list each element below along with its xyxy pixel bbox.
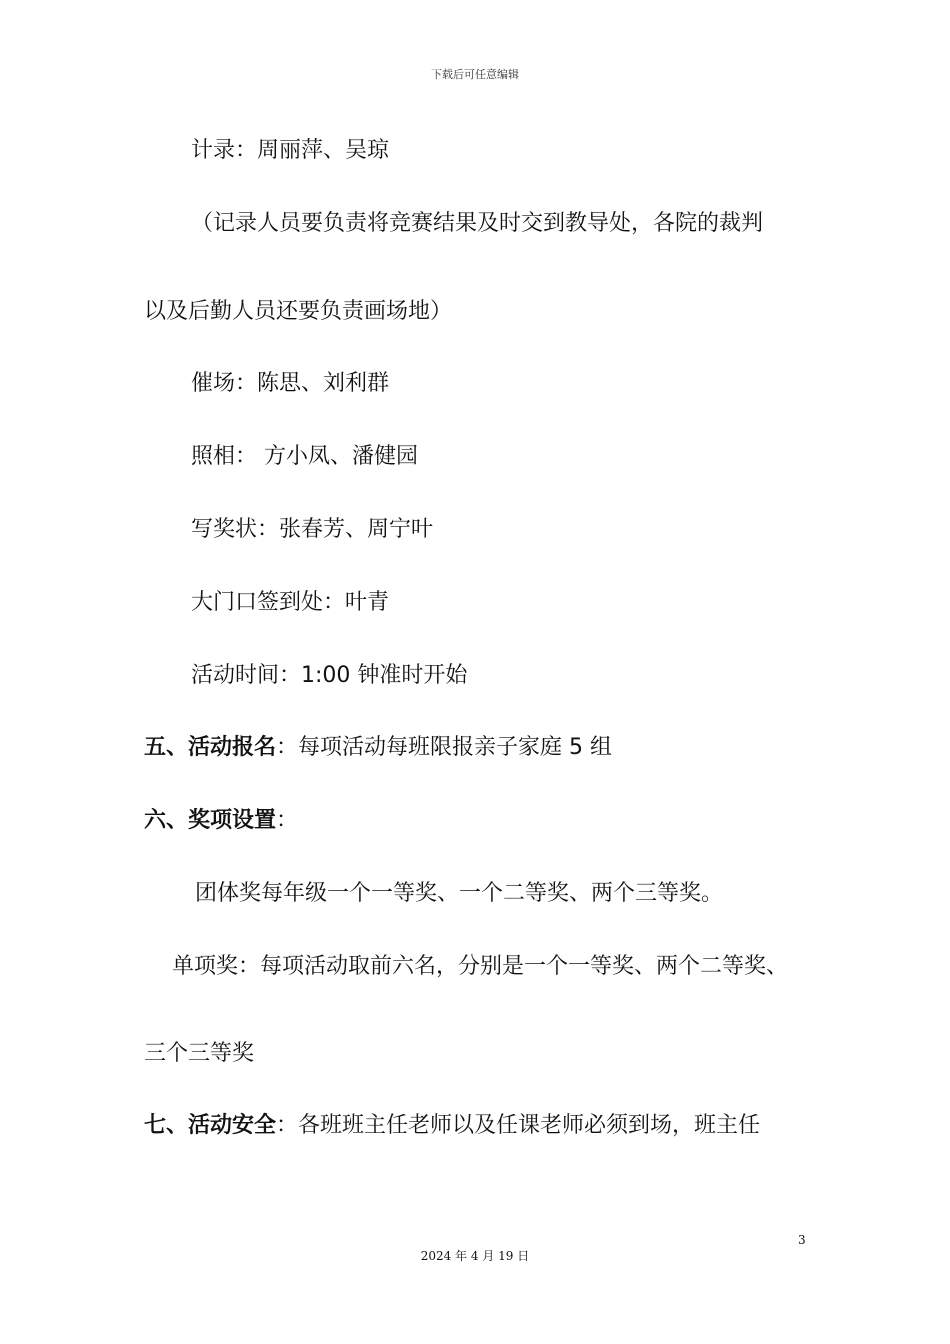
section-7-heading: 七、活动安全 [144, 1113, 277, 1138]
section-5-line [144, 733, 612, 763]
section-5-heading: 五、活动报名 [144, 735, 277, 760]
team-award-line: 团体奖每年级一个一等奖、一个二等奖、两个三等奖。 [195, 881, 724, 906]
section-5-text: ：每项活动每班限报亲子家庭 5 组 [276, 735, 613, 760]
recorder-note-line-2: 以及后勤人员还要负责画场地） [144, 299, 453, 324]
page-header: 下载后可任意编辑 [431, 68, 519, 81]
activity-time-line: 活动时间：1:00 钟准时开始 [191, 663, 468, 688]
recorder-line: 计录：周丽萍、吴琼 [191, 138, 390, 163]
certificate-line: 写奖状：张春芳、周宁叶 [191, 517, 434, 542]
footer-date: 2024 年 4 月 19 日 [420, 1249, 530, 1263]
signin-line: 大门口签到处：叶青 [191, 590, 390, 615]
section-7-text: ：各班班主任老师以及任课老师必须到场，班主任 [276, 1113, 761, 1138]
single-award-line-2: 三个三等奖 [144, 1041, 255, 1066]
section-6-line [144, 806, 298, 836]
usher-line: 催场：陈思、刘利群 [191, 371, 390, 396]
photography-line: 照相： 方小凤、潘健园 [191, 444, 418, 469]
recorder-note-line-1: （记录人员要负责将竞赛结果及时交到教导处，各院的裁判 [191, 211, 764, 236]
single-award-line-1: 单项奖：每项活动取前六名，分别是一个一等奖、两个二等奖、 [172, 954, 789, 979]
section-6-heading: 六、奖项设置 [144, 808, 277, 833]
page-number: 3 [798, 1233, 806, 1247]
section-7-line [144, 1111, 760, 1141]
section-6-text: ： [276, 808, 299, 833]
